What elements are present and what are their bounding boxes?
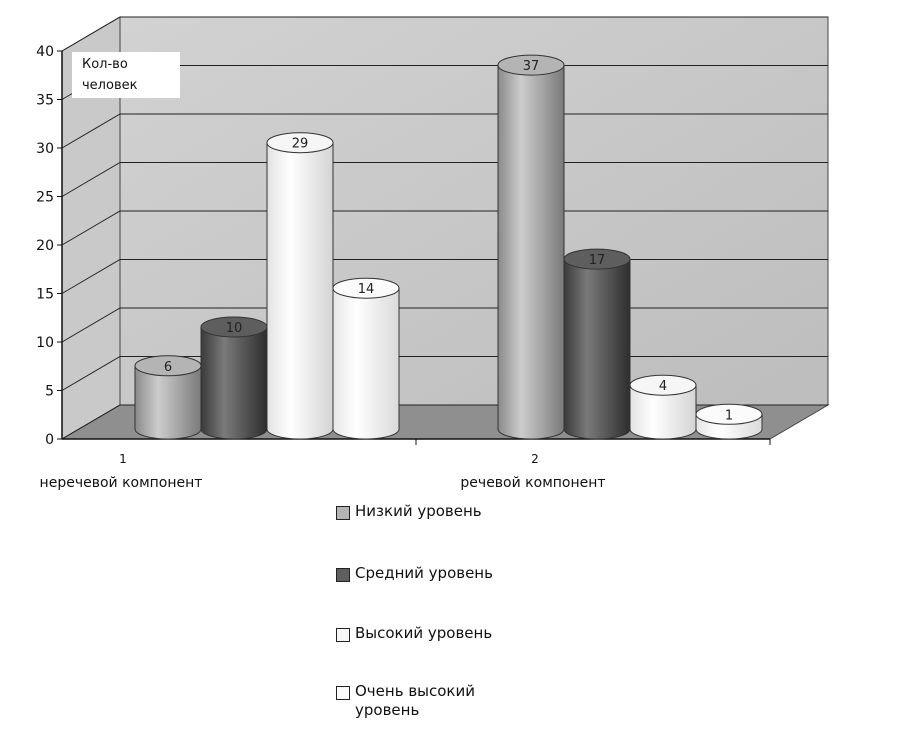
legend-swatch	[336, 568, 350, 582]
data-label: 1	[724, 408, 734, 424]
bar-cylinder	[333, 278, 399, 439]
category-label: речевой компонент	[460, 475, 606, 491]
legend-item	[336, 564, 576, 583]
category-number: 2	[531, 452, 539, 466]
y-axis-title-line: Кол-во	[82, 57, 128, 72]
y-tick-label: 0	[45, 432, 54, 448]
y-tick-label: 5	[45, 383, 54, 400]
y-tick-label: 10	[36, 335, 54, 351]
legend-swatch	[336, 628, 350, 642]
bar-body	[201, 327, 267, 439]
data-label: 4	[658, 379, 668, 395]
data-label: 10	[225, 321, 243, 336]
data-label: 29	[291, 136, 309, 152]
y-tick-label: 25	[36, 189, 54, 206]
data-label: 6	[163, 359, 173, 375]
legend-item	[336, 682, 576, 720]
y-tick-label: 15	[36, 286, 54, 303]
data-label: 37	[522, 59, 540, 75]
category-number: 1	[119, 452, 127, 466]
y-tick-label: 35	[36, 92, 54, 109]
y-tick-label: 30	[36, 141, 54, 157]
bar-body	[135, 366, 201, 439]
data-label: 17	[588, 253, 606, 269]
bar-body	[333, 288, 399, 439]
data-label: 14	[357, 282, 375, 298]
y-tick-label: 20	[36, 238, 54, 254]
y-tick-label: 40	[36, 44, 54, 60]
legend-label: Очень высокий уровень	[355, 682, 475, 719]
legend-swatch	[336, 506, 350, 520]
bar-cylinder	[267, 133, 333, 439]
legend-label: Низкий уровень	[355, 502, 482, 520]
bar-body	[564, 259, 630, 439]
y-axis-title-line: человек	[82, 78, 138, 93]
bar-body	[267, 143, 333, 439]
legend-label: Средний уровень	[355, 564, 493, 582]
legend-item	[336, 502, 576, 521]
legend-item	[336, 624, 576, 643]
y-axis-title	[72, 52, 180, 98]
bar-cylinder	[564, 249, 630, 439]
legend-swatch	[336, 686, 350, 700]
legend-label: Высокий уровень	[355, 624, 493, 642]
category-label: неречевой компонент	[39, 475, 203, 491]
bar-cylinder	[498, 55, 564, 439]
bar-body	[498, 65, 564, 439]
